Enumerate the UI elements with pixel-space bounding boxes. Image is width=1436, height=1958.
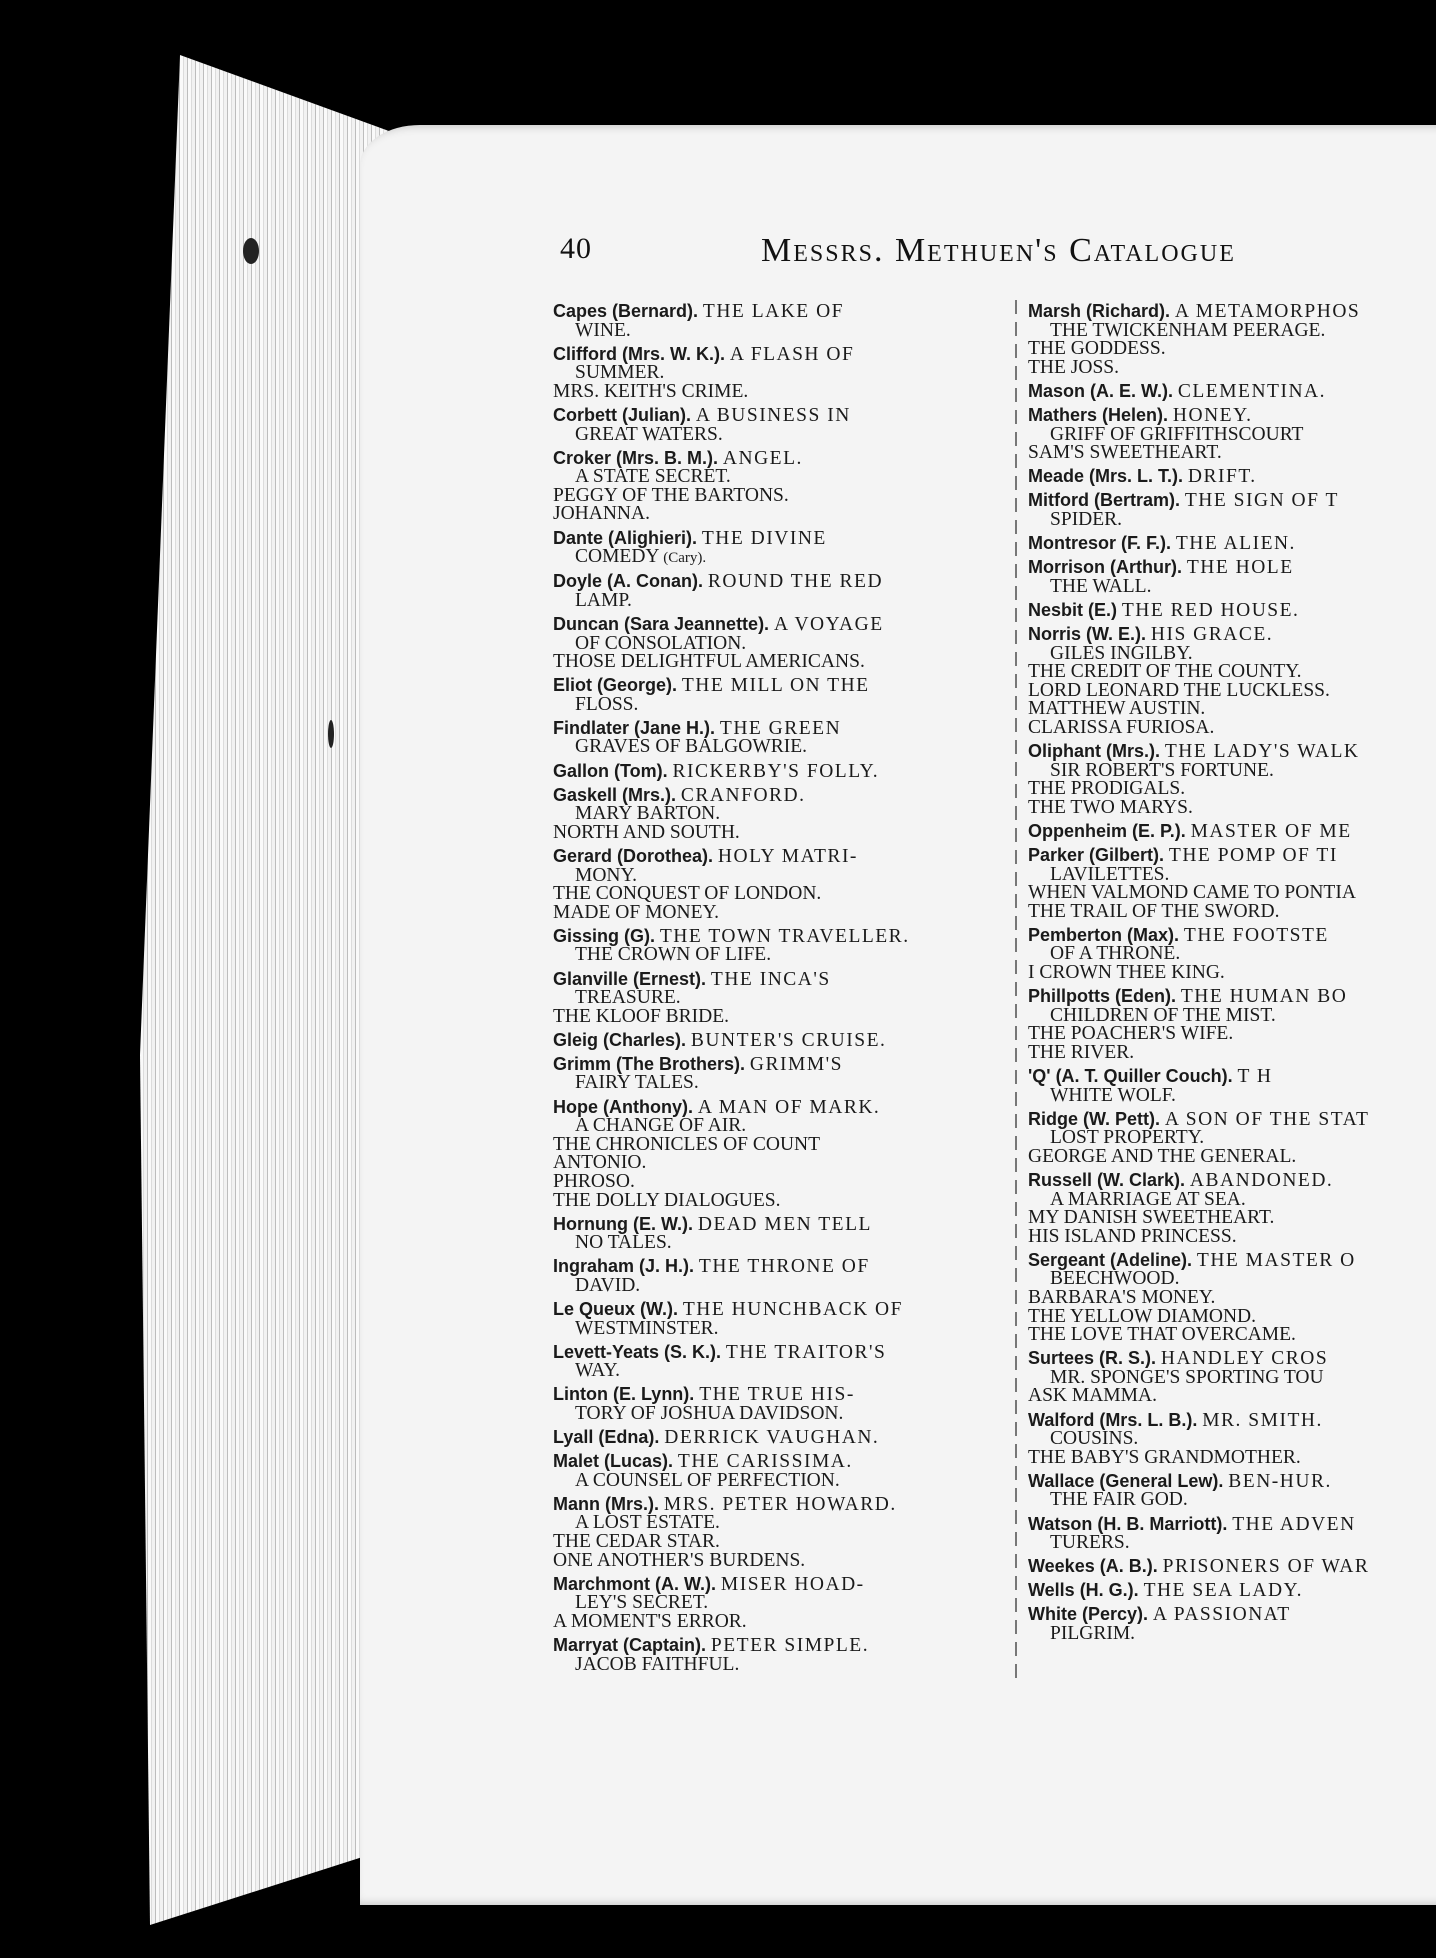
catalogue-entry [553, 1098, 1005, 1211]
author-name: Le Queux (W.). [553, 1299, 679, 1319]
catalogue-entry [553, 572, 1005, 610]
work-title: DERRICK VAUGHAN. [664, 1427, 880, 1449]
catalogue-entry [1028, 558, 1436, 596]
author-name: Corbett (Julian). [553, 404, 691, 425]
catalogue-entry [553, 1636, 1005, 1674]
work-title-continuation: THE TWICKENHAM PEERAGE. [1050, 319, 1326, 341]
author-name: Malet (Lucas). [553, 1451, 674, 1472]
catalogue-entry [1028, 302, 1436, 377]
work-title: THE DIVINE [701, 527, 827, 549]
work-title-continuation: SIR ROBERT'S FORTUNE. [1050, 759, 1274, 781]
work-title: THE CREDIT OF THE COUNTY. [1028, 661, 1302, 683]
translator-note: (Cary). [659, 550, 707, 567]
work-title-continuation: THE WALL. [1050, 575, 1152, 597]
catalogue-entry [553, 1495, 1005, 1570]
author-name: Hornung (E. W.). [553, 1213, 693, 1234]
author-name: Findlater (Jane H.). [553, 717, 716, 738]
work-title: DEAD MEN TELL [697, 1213, 872, 1235]
work-title: THE MASTER O [1196, 1249, 1356, 1271]
work-title-continuation: A STATE SECRET. [575, 466, 731, 488]
work-title-continuation: MR. SPONGE'S SPORTING TOU [1050, 1366, 1324, 1388]
work-title: MRS. PETER HOWARD. [663, 1493, 897, 1515]
work-title: HIS GRACE. [1150, 623, 1274, 645]
work-title: ANTONIO. [553, 1152, 647, 1174]
work-title: THE TRAITOR'S [725, 1341, 887, 1363]
work-title: A BUSINESS IN [695, 404, 851, 426]
author-name: Mitford (Bertram). [1028, 490, 1180, 511]
work-title: THE DOLLY DIALOGUES. [553, 1189, 781, 1211]
work-title: THE TOWN TRAVELLER. [659, 925, 910, 947]
work-title: ASK MAMMA. [1028, 1385, 1157, 1407]
work-title: THE TRUE HIS- [699, 1384, 855, 1406]
work-title-continuation: DAVID. [575, 1274, 641, 1296]
work-title: THE ADVEN [1232, 1513, 1356, 1535]
work-title: THE THRONE OF [698, 1256, 870, 1278]
column-divider [1015, 300, 1017, 1680]
work-title-continuation: WAY. [575, 1360, 620, 1382]
catalogue-entry [553, 302, 1005, 340]
catalogue-entry [553, 529, 1005, 568]
author-name: Marryat (Captain). [553, 1635, 707, 1655]
work-title: THE LAKE OF [702, 301, 844, 322]
work-title-continuation: WINE. [575, 319, 631, 341]
work-title: I CROWN THEE KING. [1028, 962, 1225, 983]
work-title-continuation: WESTMINSTER. [575, 1317, 719, 1339]
work-title-continuation: TORY OF JOSHUA DAVIDSON. [575, 1402, 844, 1424]
work-title-continuation: A CHANGE OF AIR. [575, 1115, 747, 1137]
work-title: RICKERBY'S FOLLY. [672, 760, 880, 782]
author-name: Oppenheim (E. P.). [1028, 820, 1186, 841]
author-name: Morrison (Arthur). [1028, 557, 1182, 578]
work-title: THE CEDAR STAR. [553, 1531, 720, 1553]
work-title: CLEMENTINA. [1177, 380, 1326, 402]
work-title: PEGGY OF THE BARTONS. [553, 484, 789, 506]
work-title: THE LOVE THAT OVERCAME. [1028, 1324, 1296, 1346]
work-title-continuation: FLOSS. [575, 693, 639, 715]
work-title: GEORGE AND THE GENERAL. [1028, 1145, 1297, 1167]
author-name: Russell (W. Clark). [1028, 1169, 1186, 1190]
catalogue-entry [553, 1257, 1005, 1295]
work-title: DRIFT. [1187, 466, 1257, 488]
author-name: Nesbit (E.) [1028, 599, 1118, 620]
author-name: Montresor (F. F.). [1028, 533, 1171, 554]
catalogue-entry [1028, 1349, 1436, 1406]
author-name: Eliot (George). [553, 675, 678, 696]
catalogue-entry [1028, 926, 1436, 983]
author-name: Capes (Bernard). [553, 301, 699, 321]
work-title: THE PRODIGALS. [1028, 778, 1186, 800]
work-title: THOSE DELIGHTFUL AMERICANS. [553, 651, 865, 673]
work-title-continuation: THE FAIR GOD. [1050, 1489, 1188, 1511]
work-title: THE LADY'S WALK [1164, 740, 1360, 762]
work-title: THE CONQUEST OF LONDON. [553, 883, 822, 905]
catalogue-entry [553, 847, 1005, 922]
work-title: THE HUMAN BO [1180, 986, 1348, 1008]
catalogue-entry [553, 786, 1005, 843]
work-title: THE SEA LADY. [1143, 1580, 1303, 1602]
author-name: Sergeant (Adeline). [1028, 1249, 1193, 1270]
work-title: A MOMENT'S ERROR. [553, 1610, 747, 1632]
catalogue-entry [553, 449, 1005, 524]
author-name: Gallon (Tom). [553, 760, 668, 781]
catalogue-entry [553, 1343, 1005, 1381]
author-name: Norris (W. E.). [1028, 623, 1147, 644]
author-name: Gleig (Charles). [553, 1029, 687, 1050]
author-name: Marchmont (A. W.). [553, 1573, 716, 1594]
catalogue-entry [1028, 1605, 1436, 1643]
catalogue-entry [553, 1300, 1005, 1338]
work-title: THE HUNCHBACK OF [682, 1299, 903, 1320]
work-title: HONEY. [1172, 404, 1253, 426]
work-title-continuation: LEY'S SECRET. [575, 1592, 709, 1614]
catalogue-entry [1028, 742, 1436, 817]
catalogue-entry [1028, 1110, 1436, 1167]
work-title: BARBARA'S MONEY. [1028, 1287, 1216, 1308]
author-name: Mann (Mrs.). [553, 1493, 659, 1514]
author-name: Marsh (Richard). [1028, 301, 1171, 321]
work-title-continuation: WHITE WOLF. [1050, 1084, 1176, 1106]
author-name: Oliphant (Mrs.). [1028, 740, 1160, 761]
catalogue-entry [1028, 1472, 1436, 1510]
work-title-continuation: THE CROWN OF LIFE. [575, 944, 772, 966]
work-title: MRS. KEITH'S CRIME. [553, 380, 749, 402]
work-title: SAM'S SWEETHEART. [1028, 442, 1222, 464]
author-name: Wallace (General Lew). [1028, 1470, 1224, 1491]
right-column [1028, 302, 1436, 1648]
catalogue-entry [1028, 467, 1436, 487]
work-title-continuation: GREAT WATERS. [575, 423, 723, 445]
author-name: Weekes (A. B.). [1028, 1556, 1158, 1577]
work-title-continuation: LOST PROPERTY. [1050, 1127, 1205, 1149]
work-title: THE FOOTSTE [1183, 924, 1329, 946]
catalogue-entry [1028, 1581, 1436, 1601]
work-title: THE CHRONICLES OF COUNT [553, 1133, 821, 1155]
catalogue-entry [553, 970, 1005, 1027]
author-name: Lyall (Edna). [553, 1427, 660, 1448]
work-title: MADE OF MONEY. [553, 901, 719, 923]
work-title: THE RIVER. [1028, 1041, 1135, 1063]
ink-blot [328, 720, 334, 748]
work-title: THE CARISSIMA. [677, 1451, 853, 1473]
catalogue-entry [1028, 822, 1436, 842]
catalogue-entry [1028, 491, 1436, 529]
author-name: Walford (Mrs. L. B.). [1028, 1409, 1198, 1430]
work-title-continuation: MARY BARTON. [575, 803, 721, 825]
author-name: Pemberton (Max). [1028, 924, 1180, 945]
catalogue-entry [553, 345, 1005, 402]
catalogue-entry [1028, 987, 1436, 1062]
work-title: THE POACHER'S WIFE. [1028, 1023, 1234, 1045]
catalogue-entry [1028, 382, 1436, 402]
work-title: THE KLOOF BRIDE. [553, 1005, 730, 1027]
author-name: Gerard (Dorothea). [553, 845, 714, 866]
work-title-continuation: A COUNSEL OF PERFECTION. [575, 1469, 840, 1491]
author-name: Ridge (W. Pett). [1028, 1108, 1160, 1129]
work-title-continuation: GILES INGILBY. [1050, 642, 1193, 664]
author-name: Parker (Gilbert). [1028, 844, 1165, 865]
work-title: GRIMM'S [749, 1053, 844, 1075]
page-number: 40 [560, 232, 592, 265]
work-title: WHEN VALMOND CAME TO PONTIA [1028, 882, 1356, 904]
work-title: BUNTER'S CRUISE. [690, 1029, 887, 1051]
catalogue-entry [553, 927, 1005, 965]
author-name: Levett-Yeats (S. K.). [553, 1341, 722, 1362]
work-title: THE INCA'S [710, 968, 831, 990]
catalogue-entry [1028, 1067, 1436, 1105]
page-title: Messrs. Methuen's Catalogue [761, 232, 1236, 269]
ink-blot [243, 238, 259, 264]
author-name: Grimm (The Brothers). [553, 1053, 746, 1074]
work-title: BEN-HUR. [1228, 1470, 1332, 1492]
work-title-continuation: COUSINS. [1050, 1428, 1139, 1450]
work-title: CLARISSA FURIOSA. [1028, 716, 1215, 738]
work-title: A SON OF THE STAT [1164, 1108, 1370, 1130]
work-title: MY DANISH SWEETHEART. [1028, 1207, 1275, 1229]
work-title: MR. SMITH. [1202, 1409, 1323, 1431]
work-title-continuation: JACOB FAITHFUL. [575, 1653, 740, 1675]
work-title-continuation: PILGRIM. [1050, 1623, 1136, 1644]
work-title: THE HOLE [1186, 557, 1294, 579]
work-title: MASTER OF ME [1190, 820, 1352, 842]
catalogue-entry [553, 615, 1005, 672]
work-title: ABANDONED. [1189, 1169, 1334, 1191]
work-title: THE RED HOUSE. [1121, 599, 1300, 621]
author-name: 'Q' (A. T. Quiller Couch). [1028, 1065, 1233, 1086]
work-title: THE YELLOW DIAMOND. [1028, 1305, 1257, 1327]
work-title: MATTHEW AUSTIN. [1028, 698, 1206, 720]
catalogue-entry [1028, 846, 1436, 921]
work-title: LORD LEONARD THE LUCKLESS. [1028, 679, 1330, 701]
work-title: A VOYAGE [773, 613, 884, 635]
catalogue-entry [1028, 601, 1436, 621]
left-column [553, 302, 1005, 1679]
catalogue-entry [1028, 1411, 1436, 1468]
work-title-continuation: SPIDER. [1050, 508, 1123, 530]
catalogue-entry [553, 1055, 1005, 1093]
work-title-continuation: COMEDY (Cary). [575, 546, 707, 568]
author-name: Doyle (A. Conan). [553, 571, 704, 592]
work-title: THE GODDESS. [1028, 338, 1166, 360]
catalogue-entry [1028, 1557, 1436, 1577]
work-title: A PASSIONAT [1152, 1604, 1291, 1626]
catalogue-entry [1028, 1251, 1436, 1345]
work-title: HANDLEY CROS [1160, 1348, 1329, 1370]
author-name: Meade (Mrs. L. T.). [1028, 466, 1184, 487]
catalogue-entry [553, 1428, 1005, 1448]
work-title-continuation: GRAVES OF BALGOWRIE. [575, 736, 808, 758]
work-title: THE MILL ON THE [681, 675, 870, 697]
author-name: Wells (H. G.). [1028, 1580, 1139, 1601]
catalogue-entry [1028, 406, 1436, 463]
catalogue-entry [553, 1031, 1005, 1051]
work-title: ONE ANOTHER'S BURDENS. [553, 1549, 806, 1571]
work-title: HIS ISLAND PRINCESS. [1028, 1225, 1237, 1247]
work-title-continuation: TURERS. [1050, 1532, 1130, 1554]
work-title-continuation: GRIFF OF GRIFFITHSCOURT [1050, 423, 1304, 445]
work-title-continuation: A MARRIAGE AT SEA. [1050, 1188, 1246, 1210]
work-title: THE ALIEN. [1175, 533, 1296, 555]
author-name: Croker (Mrs. B. M.). [553, 447, 719, 468]
author-name: White (Percy). [1028, 1604, 1149, 1625]
work-title: THE POMP OF TI [1168, 844, 1338, 866]
work-title-continuation: NO TALES. [575, 1232, 672, 1254]
catalogue-entry [1028, 1515, 1436, 1553]
work-title: NORTH AND SOUTH. [553, 821, 740, 843]
catalogue-entry [553, 406, 1005, 444]
work-title-continuation: LAMP. [575, 589, 632, 611]
work-title-continuation: SUMMER. [575, 362, 665, 384]
work-title-continuation: BEECHWOOD. [1050, 1268, 1180, 1290]
work-title: THE TWO MARYS. [1028, 796, 1193, 818]
author-name: Surtees (R. S.). [1028, 1348, 1157, 1369]
work-title: CRANFORD. [680, 784, 806, 806]
work-title: A FLASH OF [729, 343, 855, 365]
work-title: THE BABY'S GRANDMOTHER. [1028, 1446, 1301, 1468]
work-title: A METAMORPHOS [1174, 301, 1361, 322]
work-title: A MAN OF MARK. [697, 1096, 881, 1118]
work-title-continuation: FAIRY TALES. [575, 1072, 699, 1094]
work-title: PETER SIMPLE. [710, 1635, 870, 1656]
author-name: Watson (H. B. Marriott). [1028, 1513, 1228, 1534]
author-name: Mason (A. E. W.). [1028, 380, 1174, 401]
author-name: Glanville (Ernest). [553, 968, 707, 989]
work-title-continuation: MONY. [575, 864, 637, 886]
author-name: Gaskell (Mrs.). [553, 784, 677, 805]
work-title-continuation: TREASURE. [575, 987, 681, 1009]
author-name: Mathers (Helen). [1028, 404, 1169, 425]
work-title-continuation: CHILDREN OF THE MIST. [1050, 1004, 1276, 1026]
catalogue-entry [553, 1575, 1005, 1632]
work-title-continuation: A LOST ESTATE. [575, 1512, 720, 1534]
catalogue-entry [1028, 534, 1436, 554]
work-title-continuation: OF A THRONE. [1050, 943, 1181, 965]
author-name: Linton (E. Lynn). [553, 1384, 695, 1405]
work-title: THE JOSS. [1028, 356, 1120, 378]
catalogue-entry [553, 1385, 1005, 1423]
work-title: THE TRAIL OF THE SWORD. [1028, 900, 1280, 922]
work-title-continuation: LAVILETTES. [1050, 863, 1170, 885]
work-title: HOLY MATRI- [717, 845, 858, 867]
author-name: Phillpotts (Eden). [1028, 986, 1176, 1007]
catalogue-entry [553, 676, 1005, 714]
catalogue-entry [553, 1215, 1005, 1253]
catalogue-entry [553, 762, 1005, 782]
author-name: Ingraham (J. H.). [553, 1256, 695, 1277]
work-title: THE SIGN OF T [1184, 490, 1339, 512]
work-title-continuation: OF CONSOLATION. [575, 632, 747, 654]
work-title: JOHANNA. [553, 503, 650, 525]
author-name: Dante (Alighieri). [553, 527, 698, 548]
catalogue-entry [553, 1452, 1005, 1490]
catalogue-entry [553, 719, 1005, 757]
author-name: Hope (Anthony). [553, 1096, 693, 1117]
work-title: MISER HOAD- [720, 1573, 865, 1595]
work-title: ROUND THE RED [707, 571, 884, 593]
work-title: THE GREEN [719, 717, 842, 739]
work-title: PHROSO. [553, 1170, 635, 1192]
work-title: PRISONERS OF WAR [1162, 1556, 1370, 1578]
author-name: Clifford (Mrs. W. K.). [553, 343, 725, 364]
catalogue-entry [1028, 625, 1436, 738]
work-title: ANGEL. [722, 447, 803, 469]
author-name: Duncan (Sara Jeannette). [553, 613, 770, 634]
catalogue-entry [1028, 1171, 1436, 1246]
work-title: T H [1237, 1065, 1273, 1087]
author-name: Gissing (G). [553, 925, 656, 946]
